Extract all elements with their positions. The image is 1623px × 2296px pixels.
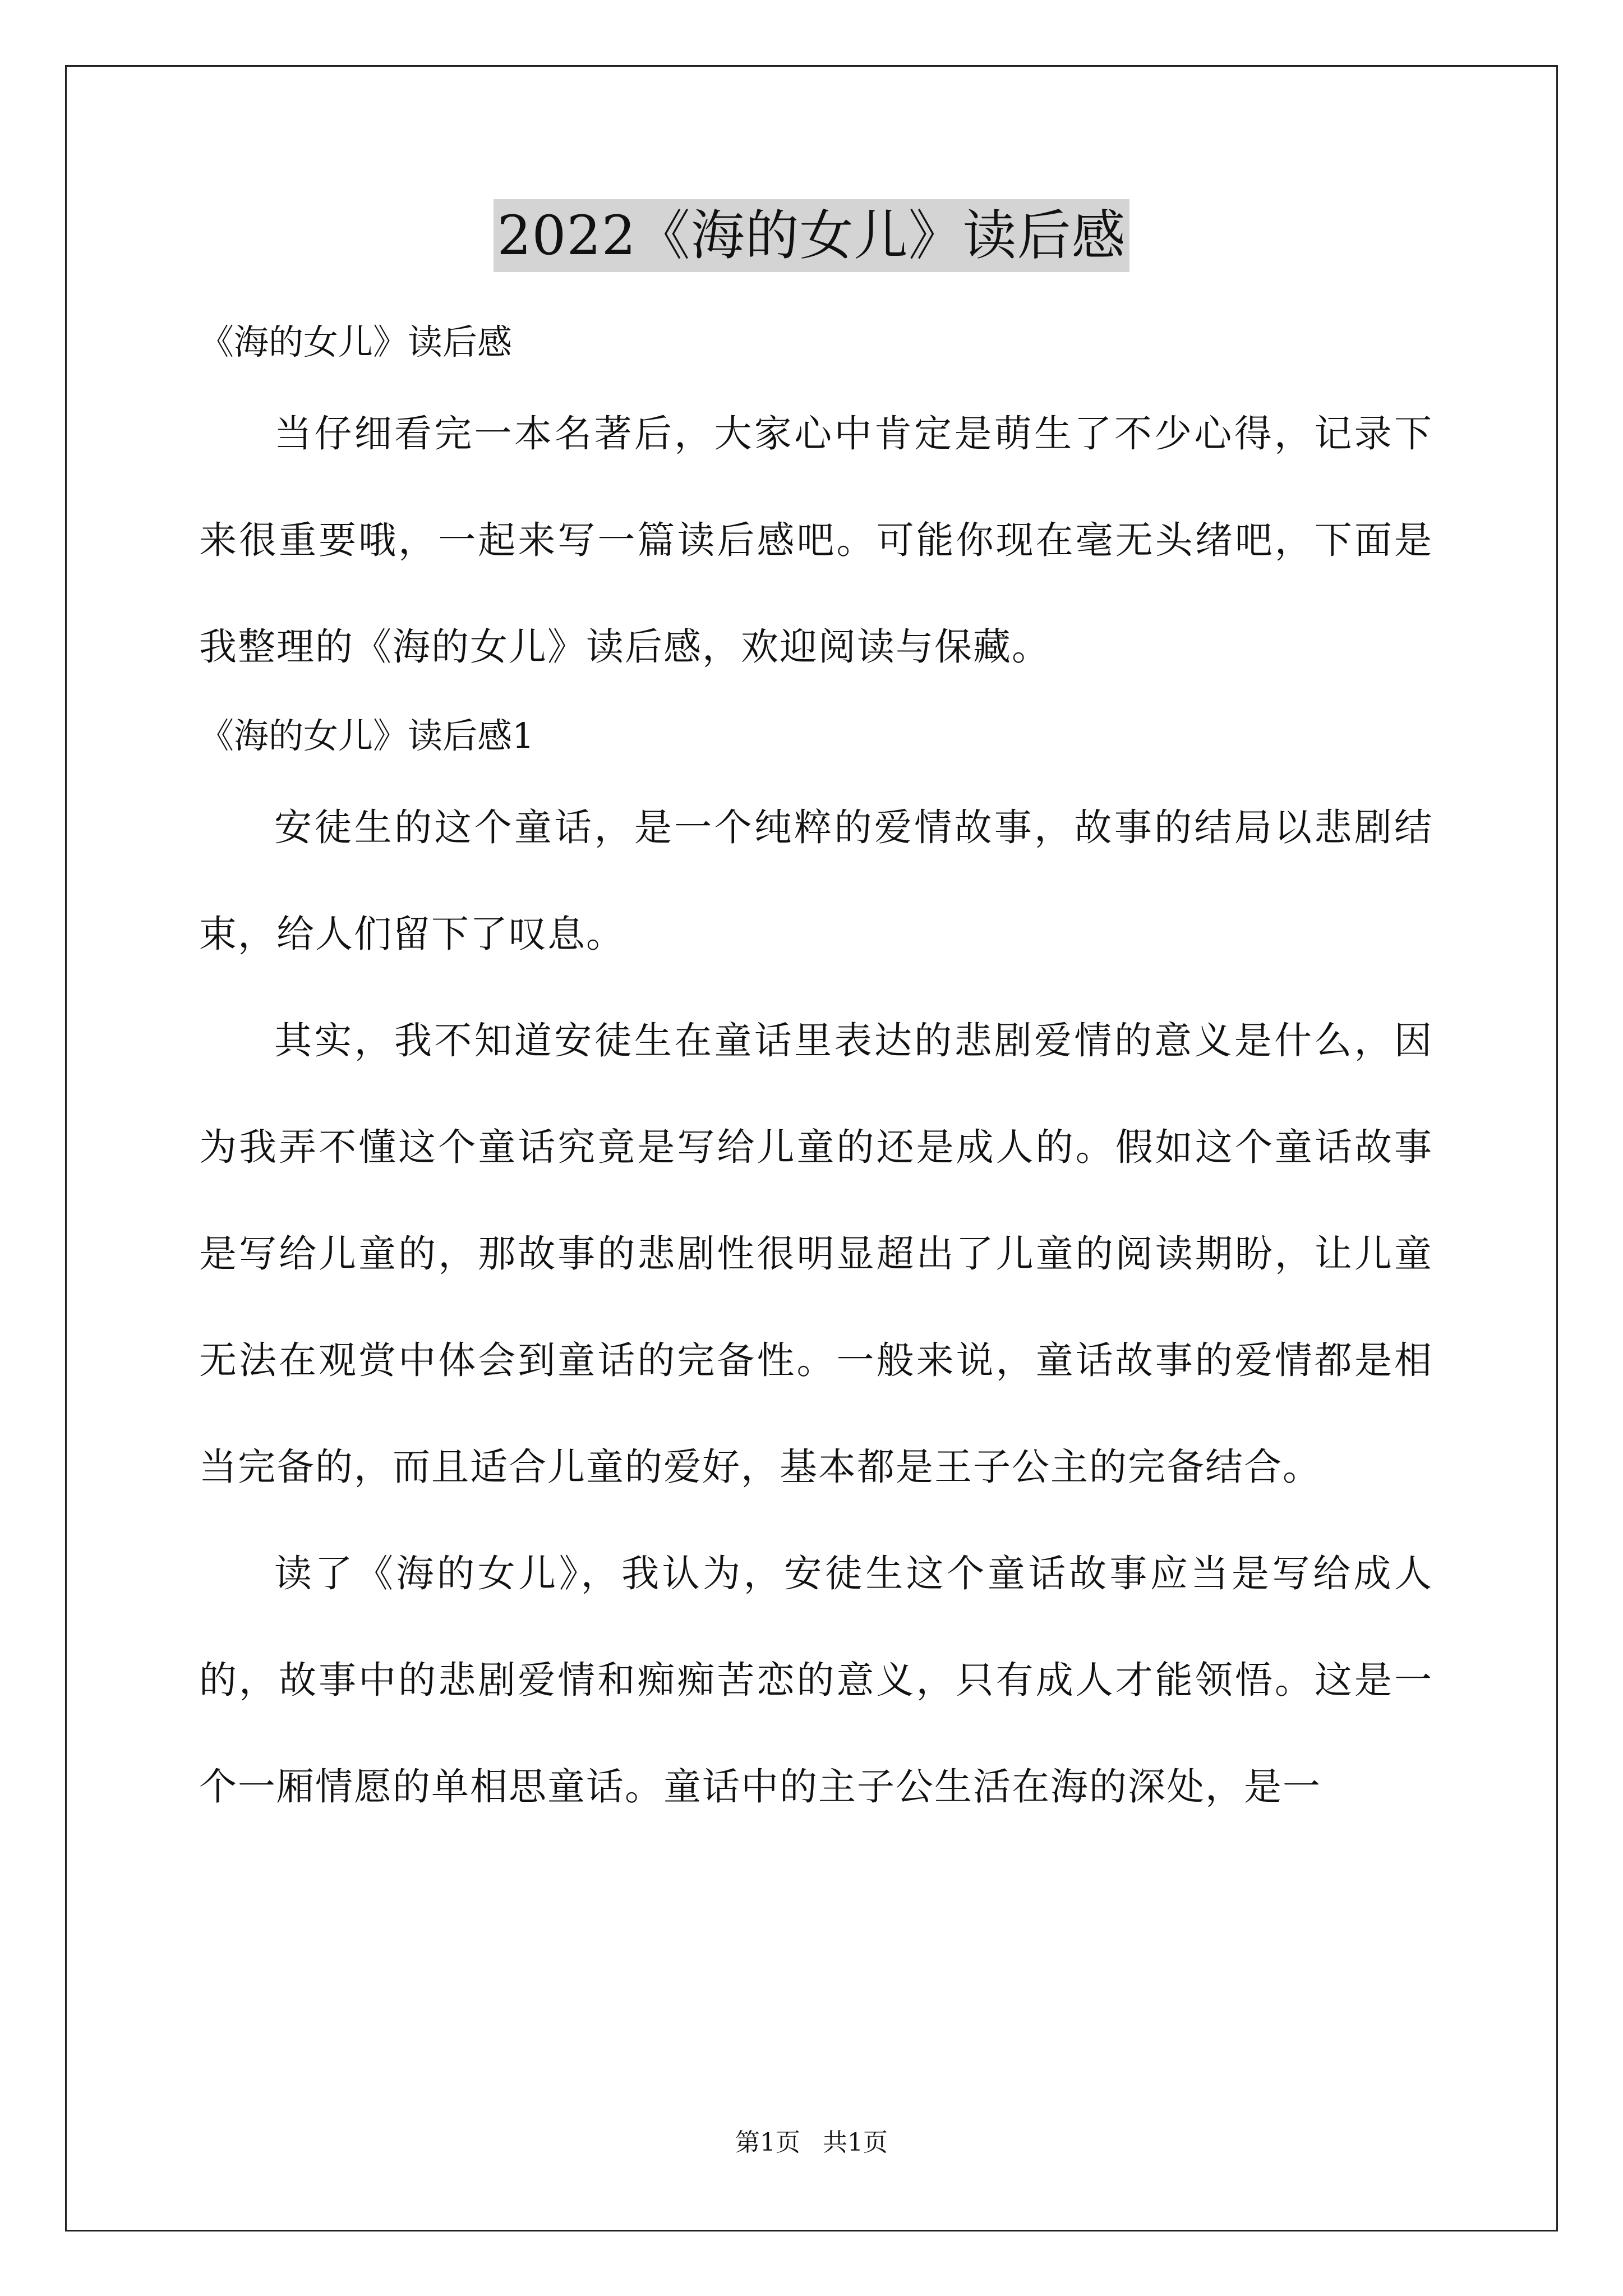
paragraph-3: 读了《海的女儿》，我认为，安徒生这个童话故事应当是写给成人的，故事中的悲剧爱情和痴痴苦恋的意义，只有成人才能领悟。这是一个一厢情愿的单相思童话。童话中的主子公生活在海的深处，是一 <box>199 1552 1433 1809</box>
section-heading: 《海的女儿》读后感1 <box>199 715 534 756</box>
page-total: 共1页 <box>823 2128 888 2157</box>
paragraph-2: 其实，我不知道安徒生在童话里表达的悲剧爱情的意义是什么，因为我弄不懂这个童话究竟是写给儿童的还是成人的。假如这个童话故事是写给儿童的，那故事的悲剧性很明显超出了儿童的阅读期盼，让儿童无法在观赏中体会到童话的完备性。一般来说，童话故事的爱情都是相当完备的，而且适合儿童的爱好，基本都是王子公主的完备结合。 <box>199 1019 1433 1489</box>
intro-heading: 《海的女儿》读后感 <box>199 321 513 362</box>
document-title: 2022《海的女儿》读后感 <box>494 199 1129 272</box>
title-container <box>0 199 1623 272</box>
paragraph-1: 安徒生的这个童话，是一个纯粹的爱情故事，故事的结局以悲剧结束，给人们留下了叹息。 <box>199 806 1433 956</box>
intro-paragraph: 当仔细看完一本名著后，大家心中肯定是萌生了不少心得，记录下来很重要哦，一起来写一篇读后感吧。可能你现在毫无头绪吧，下面是我整理的《海的女儿》读后感，欢迎阅读与保藏。 <box>199 412 1433 669</box>
document-body <box>199 314 1433 1840</box>
page-footer <box>0 2126 1623 2160</box>
page-number: 第1页 <box>735 2128 800 2157</box>
